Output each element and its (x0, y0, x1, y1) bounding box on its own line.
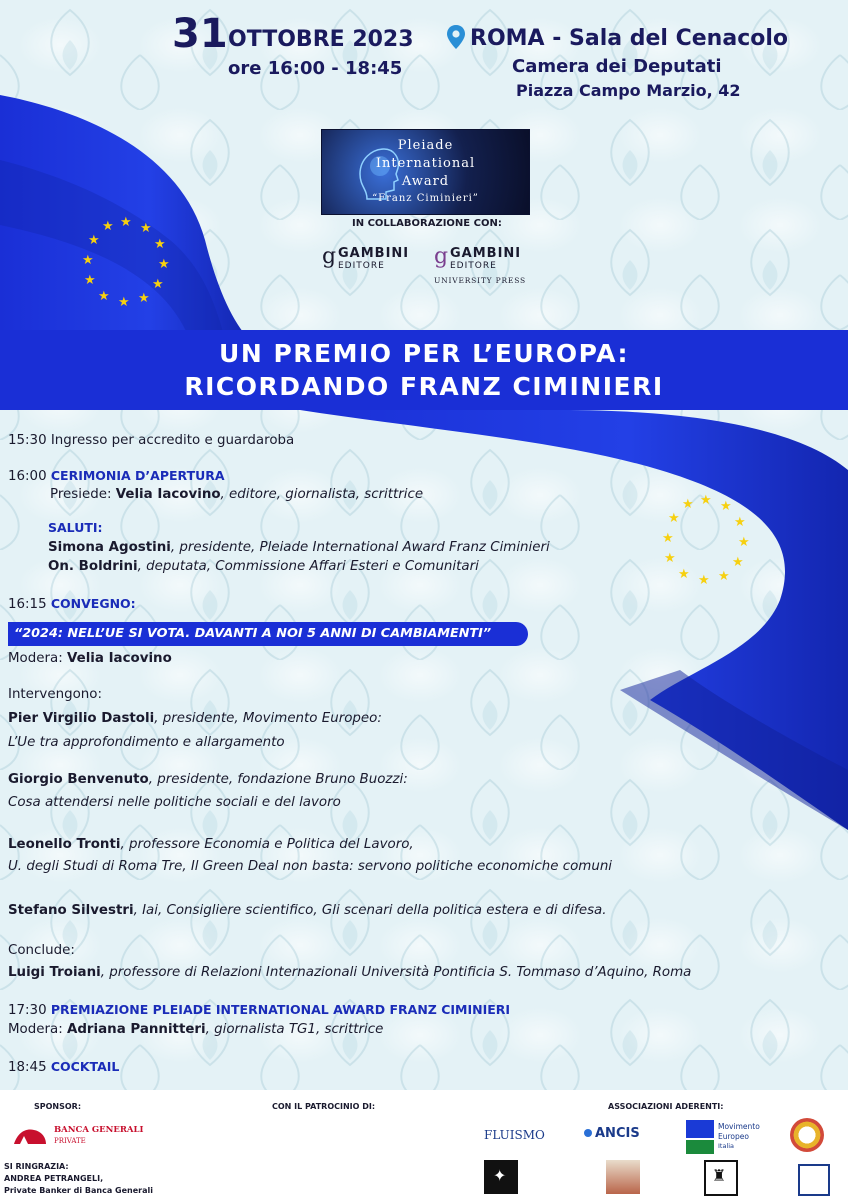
modera-label: Modera: (8, 651, 63, 666)
convegno-quote: “2024: NELL’UE SI VOTA. DAVANTI A NOI 5 ANNI DI CAMBIAMENTI” (8, 622, 528, 646)
assoc-round-logo (790, 1118, 824, 1152)
event-day: 31 (172, 11, 228, 57)
me-green-icon (686, 1140, 714, 1154)
event-month-year: OTTOBRE 2023 (228, 27, 414, 52)
pleiade-award-logo (321, 129, 530, 215)
gambini-name-2: GAMBINI (450, 246, 522, 261)
banner-title-line1: UN PREMIO PER L’EUROPA: (219, 339, 629, 368)
conclude-label: Conclude: (8, 943, 75, 958)
modera-name: Velia Iacovino (66, 651, 172, 666)
program-time: 17:30 (8, 1003, 47, 1018)
footer (0, 1090, 848, 1200)
program-row-3 (8, 595, 136, 614)
assoc-square-logo (798, 1164, 830, 1196)
location-place: Camera dei Deputati (512, 56, 722, 77)
banca-generali-text: BANCA GENERALI (54, 1125, 144, 1135)
gambini-logo-2 (434, 244, 544, 286)
saluti-row-2 (48, 558, 479, 576)
ancis-dot-icon (584, 1129, 592, 1137)
banca-generali-logo (10, 1124, 144, 1150)
speaker-name: Luigi Troiani (8, 965, 101, 980)
speaker-role: , professore Economia e Politica del Lavoro, (120, 837, 414, 852)
speaker-role: , presidente, Movimento Europeo: (154, 711, 382, 726)
speaker-1 (8, 710, 382, 728)
gambini-logo-1 (322, 244, 422, 274)
speaker-3 (8, 836, 414, 854)
saluti-role: , presidente, Pleiade International Award Franz Ciminieri (170, 540, 550, 555)
award-line1: Pleiade (397, 138, 454, 153)
modera-name: Adriana Pannitteri (66, 1022, 206, 1037)
program-time: 16:00 (8, 469, 47, 484)
program-row-5 (8, 1058, 119, 1077)
award-line3: Award (401, 174, 450, 189)
fluismo-text: FLUISMO (484, 1128, 545, 1142)
eu-stars-right: ★ ★ ★ ★ ★ ★ ★ ★ ★ ★ ★ ★ (662, 493, 750, 588)
speaker-3-topic: U. degli Studi di Roma Tre, Il Green Deal non basta: servono politiche economiche comuni (8, 859, 613, 874)
speaker-4 (8, 902, 607, 920)
location-address: Piazza Campo Marzio, 42 (516, 81, 741, 100)
gambini-g-icon: g (322, 244, 337, 269)
me-text2: Europeo (718, 1132, 749, 1141)
ancis-text: ANCIS (595, 1126, 640, 1141)
award-line2: International (375, 156, 476, 171)
speaker-name: Leonello Tronti (8, 837, 121, 852)
saluti-name: On. Boldrini (48, 559, 138, 574)
presiede-role: , editore, giornalista, scrittrice (220, 487, 424, 502)
thanks-line2: Private Banker di Banca Generali (4, 1186, 153, 1195)
location-city: ROMA - Sala del Cenacolo (470, 26, 789, 51)
program-row-4 (8, 1001, 510, 1020)
me-flag-icon (686, 1120, 714, 1138)
banca-generali-sub: PRIVATE (54, 1137, 86, 1145)
event-time: ore 16:00 - 18:45 (228, 58, 403, 79)
program-title: COCKTAIL (50, 1059, 120, 1074)
modera-line-1 (8, 650, 172, 668)
assoc-emblem-logo (704, 1160, 738, 1196)
award-line4: “Franz Ciminieri” (372, 193, 479, 204)
speaker-name: Stefano Silvestri (8, 903, 134, 918)
speaker-1-topic: L’Ue tra approfondimento e allargamento (8, 735, 285, 750)
presiede-name: Velia Iacovino (115, 487, 221, 502)
program-title: PREMIAZIONE PLEIADE INTERNATIONAL AWARD FRANZ CIMINIERI (50, 1002, 511, 1017)
lion-icon (10, 1124, 50, 1148)
program-row-2 (8, 467, 225, 486)
presiede-label: Presiede: (50, 487, 112, 502)
presiede-line (50, 486, 423, 504)
saluti-name: Simona Agostini (48, 540, 171, 555)
program-row-1 (8, 432, 294, 450)
program-title: CONVEGNO: (50, 596, 136, 611)
speaker-name: Pier Virgilio Dastoli (8, 711, 155, 726)
eu-stars-topleft: ★ ★ ★ ★ ★ ★ ★ ★ ★ ★ ★ ★ (82, 215, 170, 310)
saluti-title: SALUTI: (48, 520, 103, 535)
program-time: 16:15 (8, 597, 47, 612)
fluismo-logo (484, 1124, 545, 1143)
gambini-sub-1: EDITORE (338, 261, 385, 271)
program-time: 18:45 (8, 1060, 47, 1075)
gambini-sub-2: EDITORE (450, 261, 497, 271)
assoc-dark-logo (484, 1160, 518, 1194)
speaker-role: , Iai, Consigliere scientifico, Gli scenari della politica estera e di difesa. (133, 903, 607, 918)
speaker-2 (8, 771, 408, 789)
saluti-role: , deputata, Commissione Affari Esteri e Comunitari (137, 559, 479, 574)
speaker-name: Giorgio Benvenuto (8, 772, 149, 787)
emblem-icon: ♜ (712, 1166, 727, 1185)
me-text1: Movimento (718, 1122, 760, 1131)
assoc-painting-logo (606, 1160, 640, 1194)
compass-icon: ✦ (493, 1166, 507, 1185)
sponsor-label: SPONSOR: (34, 1102, 82, 1111)
program-text: Ingresso per accredito e guardaroba (50, 433, 295, 448)
program-time: 15:30 (8, 433, 47, 448)
speaker-role: , professore di Relazioni Internazionali Università Pontificia S. Tommaso d’Aquino, Roma (100, 965, 692, 980)
thanks-label: SI RINGRAZIA: (4, 1162, 69, 1171)
modera-label: Modera: (8, 1022, 63, 1037)
thanks-line1: ANDREA PETRANGELI, (4, 1174, 104, 1183)
gambini-g-icon-2: g (434, 244, 449, 269)
patrocinio-label: CON IL PATROCINIO DI: (272, 1102, 376, 1111)
location-pin-icon (446, 24, 466, 50)
collaboration-label: IN COLLABORAZIONE CON: (352, 218, 502, 229)
associazioni-label: ASSOCIAZIONI ADERENTI: (608, 1102, 724, 1111)
movimento-europeo-logo (686, 1120, 766, 1154)
program-title: CERIMONIA D’APERTURA (50, 468, 225, 483)
saluti-row-1 (48, 539, 550, 557)
gambini-name-1: GAMBINI (338, 246, 410, 261)
title-banner (0, 330, 848, 410)
speaker-2-topic: Cosa attendersi nelle politiche sociali e del lavoro (8, 795, 341, 810)
gambini-extra-2: UNIVERSITY PRESS (434, 276, 526, 285)
intervengono-label: Intervengono: (8, 687, 102, 702)
modera-role: , giornalista TG1, scrittrice (205, 1022, 384, 1037)
speaker-role: , presidente, fondazione Bruno Buozzi: (148, 772, 408, 787)
me-text3: Italia (718, 1142, 735, 1150)
banner-title-line2: RICORDANDO FRANZ CIMINIERI (184, 372, 664, 401)
speaker-5 (8, 964, 691, 982)
modera-line-2 (8, 1021, 383, 1039)
